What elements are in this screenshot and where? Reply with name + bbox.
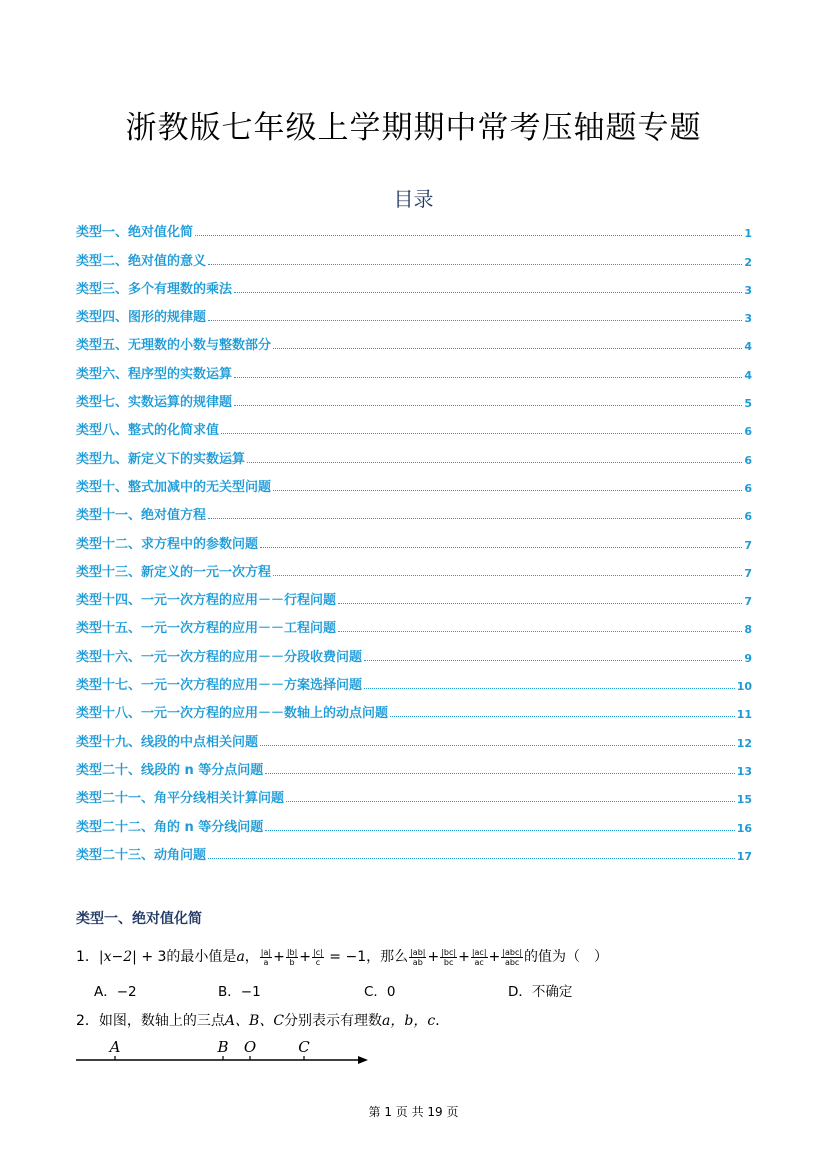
toc-entry-label: 类型二十三、动角问题 [76,847,207,863]
toc-entry-label: 类型二十一、角平分线相关计算问题 [76,791,285,807]
fraction: $\frac{|ab|}{ab}$ [410,947,426,967]
toc-entry[interactable] [76,353,752,381]
toc-entry[interactable] [76,806,752,834]
variable: a [236,949,245,965]
toc-entry[interactable] [76,693,752,721]
question-1 [76,946,608,967]
toc-entry-page: 5 [744,397,752,411]
plus: + [488,949,501,965]
toc-entry-label: 类型十八、一元一次方程的应用－－数轴上的动点问题 [76,706,389,722]
option-b: B．−1 [218,984,261,1000]
toc-leader-dots [234,377,742,378]
toc-leader-dots [338,631,742,632]
table-of-contents [76,212,752,863]
option-c: C．0 [364,984,396,1000]
toc-entry-label: 类型二、绝对值的意义 [76,253,207,269]
toc-entry-label: 类型十、整式加减中的无关型问题 [76,479,272,495]
question-text: 分别表示有理数 [284,1013,383,1029]
toc-entry-page: 6 [744,510,752,524]
toc-entry-label: 类型十六、一元一次方程的应用－－分段收费问题 [76,649,363,665]
toc-entry-label: 类型十二、求方程中的参数问题 [76,536,259,552]
page-footer: 第 1 页 共 19 页 [368,1105,459,1119]
toc-entry-label: 类型二十二、角的 n 等分线问题 [76,819,264,835]
toc-leader-dots [273,348,742,349]
toc-entry[interactable] [76,495,752,523]
toc-entry-label: 类型四、图形的规律题 [76,310,207,326]
toc-entry-page: 4 [744,368,752,382]
toc-entry-page: 10 [736,680,752,694]
toc-entry[interactable] [76,778,752,806]
toc-entry[interactable] [76,665,752,693]
plus: + [299,949,312,965]
toc-leader-dots [247,462,742,463]
toc-entry-page: 6 [744,481,752,495]
toc-leader-dots [208,320,742,321]
toc-leader-dots [234,292,742,293]
toc-leader-dots [208,858,735,859]
plus: + [273,949,285,965]
toc-entry-page: 7 [744,538,752,552]
toc-entry-label: 类型八、整式的化简求值 [76,423,220,439]
fraction: $\frac{|b|}{b}$ [286,947,298,967]
toc-entry[interactable] [76,523,752,551]
toc-entry[interactable] [76,410,752,438]
toc-entry-label: 类型六、程序型的实数运算 [76,366,233,382]
toc-entry[interactable] [76,325,752,353]
plus: + [427,949,440,965]
abs-expression: |x−2| [98,949,137,965]
variables: a，b，c [382,1013,436,1029]
fraction: $\frac{|bc|}{bc}$ [441,947,457,967]
toc-entry[interactable] [76,552,752,580]
toc-entry[interactable] [76,467,752,495]
toc-entry-page: 8 [744,623,752,637]
toc-entry-page: 16 [736,821,752,835]
toc-leader-dots [208,264,742,265]
toc-entry[interactable] [76,835,752,863]
toc-entry-page: 3 [744,312,752,326]
toc-entry-label: 类型十一、绝对值方程 [76,508,207,524]
toc-entry-page: 7 [744,566,752,580]
toc-entry-label: 类型十七、一元一次方程的应用－－方案选择问题 [76,678,363,694]
toc-entry-label: 类型十五、一元一次方程的应用－－工程问题 [76,621,337,637]
point-label-a: A [109,1038,121,1056]
toc-leader-dots [273,575,742,576]
toc-entry[interactable] [76,580,752,608]
toc-entry[interactable] [76,721,752,749]
toc-leader-dots [234,405,742,406]
point-label-b: B [217,1038,229,1056]
fraction: $\frac{\text{|abc|}}{\text{abc}}$ [502,947,523,967]
toc-entry-label: 类型十三、新定义的一元一次方程 [76,564,272,580]
toc-entry[interactable] [76,382,752,410]
question-text: + 3的最小值是 [136,949,237,965]
toc-entry-label: 类型五、无理数的小数与整数部分 [76,338,272,354]
section-heading: 类型一、绝对值化简 [76,911,202,927]
toc-leader-dots [338,603,742,604]
toc-entry-page: 1 [744,227,752,241]
punct: ， [244,949,259,965]
toc-leader-dots [195,235,742,236]
fraction: $\frac{|c|}{c}$ [313,947,323,967]
fraction: $\frac{|a|}{a}$ [260,947,272,967]
toc-entry-page: 6 [744,425,752,439]
document-title: 浙教版七年级上学期期中常考压轴题专题 [125,110,702,146]
question-2 [76,1010,449,1030]
toc-leader-dots [260,745,735,746]
question-number: 2． [76,1013,99,1029]
toc-leader-dots [286,801,735,802]
punct: ． [435,1013,450,1029]
toc-entry-label: 类型二十、线段的 n 等分点问题 [76,762,264,778]
toc-leader-dots [364,688,735,689]
question-text: 如图，数轴上的三点 [98,1013,225,1029]
point-label-o: O [243,1038,257,1056]
toc-entry-label: 类型十四、一元一次方程的应用－－行程问题 [76,593,337,609]
toc-entry[interactable] [76,608,752,636]
question-text: = −1，那么 [324,949,409,965]
toc-heading: 目录 [393,187,434,211]
toc-leader-dots [390,716,735,717]
toc-entry-label: 类型七、实数运算的规律题 [76,395,233,411]
points: A、B、C [224,1013,285,1029]
toc-entry-page: 13 [736,764,752,778]
toc-entry-page: 15 [736,793,752,807]
toc-entry-page: 7 [744,595,752,609]
option-d: D．不确定 [508,984,573,1000]
toc-entry-label: 类型九、新定义下的实数运算 [76,451,246,467]
fraction: $\frac{|ac|}{ac}$ [471,947,487,967]
option-a: A．−2 [94,984,137,1000]
toc-entry-page: 6 [744,453,752,467]
toc-leader-dots [260,547,742,548]
point-label-c: C [298,1038,310,1056]
number-line-figure [70,1034,380,1074]
arrow-icon [358,1056,368,1064]
toc-leader-dots [364,660,742,661]
toc-entry-page: 9 [744,651,752,665]
toc-entry-label: 类型十九、线段的中点相关问题 [76,734,259,750]
toc-entry[interactable] [76,297,752,325]
toc-entry-page: 4 [744,340,752,354]
plus: + [458,949,470,965]
toc-entry[interactable] [76,269,752,297]
question-text: 的值为（ ） [524,949,609,965]
toc-entry-label: 类型一、绝对值化简 [76,225,194,241]
toc-entry-label: 类型三、多个有理数的乘法 [76,281,233,297]
toc-entry-page: 11 [736,708,752,722]
toc-entry[interactable] [76,750,752,778]
toc-entry[interactable] [76,240,752,268]
toc-entry-page: 17 [736,849,752,863]
toc-entry[interactable] [76,636,752,664]
toc-leader-dots [221,433,742,434]
toc-leader-dots [273,490,742,491]
question-number: 1． [76,949,99,965]
toc-entry-page: 3 [744,283,752,297]
toc-entry[interactable] [76,212,752,240]
toc-entry-page: 2 [744,255,752,269]
toc-leader-dots [265,830,734,831]
toc-entry[interactable] [76,438,752,466]
toc-entry-page: 12 [736,736,752,750]
toc-leader-dots [208,518,742,519]
toc-leader-dots [265,773,734,774]
